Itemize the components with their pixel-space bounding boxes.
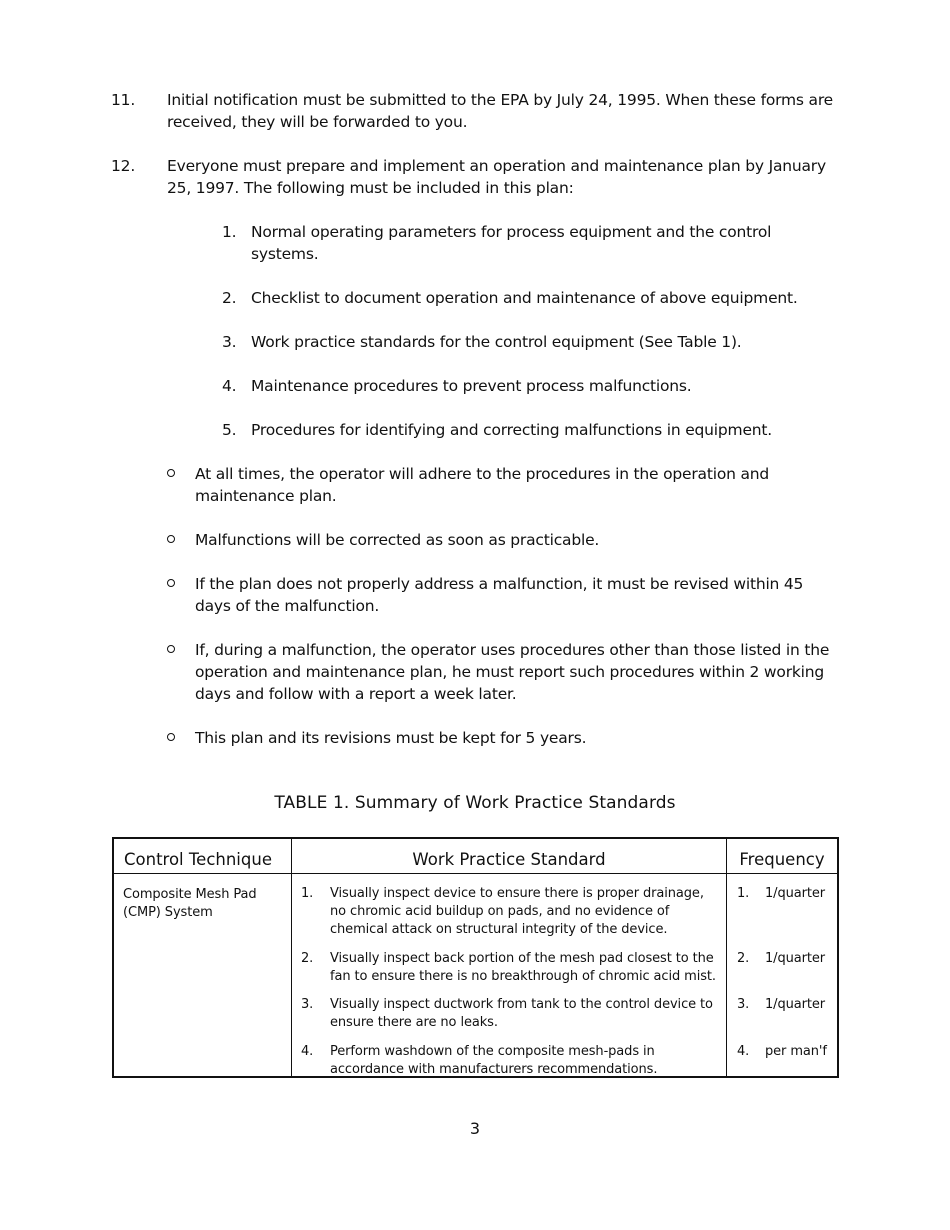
frequency-number: 3. [737, 997, 750, 1012]
column-divider [726, 839, 727, 1076]
bullet-text: If the plan does not properly address a malfunction, it must be revised within 45 days of the malfunction. [195, 575, 804, 615]
bullet-text: If, during a malfunction, the operator uses procedures other than those listed in the operation and maintenance plan, he must report such procedures within 2 working days and follow with a report a week later. [195, 641, 830, 703]
item-text: Initial notification must be submitted to the EPA by July 24, 1995. When these forms are received, they will be forwarded to you. [167, 91, 833, 131]
circle-bullet-icon [167, 469, 175, 477]
requirement-text: Maintenance procedures to prevent process malfunctions. [251, 377, 692, 395]
requirement-number: 3. [222, 333, 237, 351]
table-title: TABLE 1. Summary of Work Practice Standards [274, 793, 676, 813]
requirement-number: 4. [222, 377, 237, 395]
standard-text: Perform washdown of the composite mesh-pads in accordance with manufacturers recommendations. [330, 1044, 658, 1077]
standard-text: Visually inspect ductwork from tank to the control device to ensure there are no leaks. [330, 997, 713, 1030]
frequency-text: 1/quarter [765, 951, 825, 966]
circle-bullet-icon [167, 645, 175, 653]
frequency-number: 1. [737, 886, 750, 901]
standard-text: Visually inspect device to ensure there is proper drainage, no chromic acid buildup on pads, and no evidence of chemical attack on structural integrity of the device. [330, 886, 704, 937]
bullet-text: This plan and its revisions must be kept for 5 years. [195, 729, 587, 747]
item-number: 11. [111, 91, 136, 109]
frequency-text: per man'f [765, 1044, 827, 1059]
frequency-number: 4. [737, 1044, 750, 1059]
requirement-number: 5. [222, 421, 237, 439]
control-technique-cell: Composite Mesh Pad (CMP) System [123, 887, 257, 920]
work-practice-table [112, 837, 839, 1078]
header-divider [114, 873, 837, 874]
circle-bullet-icon [167, 733, 175, 741]
frequency-number: 2. [737, 951, 750, 966]
requirement-number: 2. [222, 289, 237, 307]
requirement-number: 1. [222, 223, 237, 241]
circle-bullet-icon [167, 579, 175, 587]
header-frequency: Frequency [739, 850, 825, 869]
standard-text: Visually inspect back portion of the mesh pad closest to the fan to ensure there is no breakthrough of chromic acid mist. [330, 951, 716, 984]
frequency-text: 1/quarter [765, 886, 825, 901]
requirement-text: Work practice standards for the control equipment (See Table 1). [251, 333, 742, 351]
header-control-technique: Control Technique [124, 850, 272, 869]
standard-number: 2. [301, 951, 314, 966]
standard-number: 4. [301, 1044, 314, 1059]
header-work-practice-standard: Work Practice Standard [412, 850, 606, 869]
item-number: 12. [111, 157, 136, 175]
bullet-text: Malfunctions will be corrected as soon as practicable. [195, 531, 600, 549]
standard-number: 1. [301, 886, 314, 901]
requirement-text: Normal operating parameters for process equipment and the control systems. [251, 223, 772, 263]
item-text: Everyone must prepare and implement an operation and maintenance plan by January 25, 1997. The following must be included in this plan: [167, 157, 826, 197]
column-divider [291, 839, 292, 1076]
requirement-text: Procedures for identifying and correcting malfunctions in equipment. [251, 421, 773, 439]
standard-number: 3. [301, 997, 314, 1012]
frequency-text: 1/quarter [765, 997, 825, 1012]
requirement-text: Checklist to document operation and maintenance of above equipment. [251, 289, 798, 307]
page-number: 3 [469, 1119, 481, 1138]
bullet-text: At all times, the operator will adhere to the procedures in the operation and maintenance plan. [195, 465, 770, 505]
circle-bullet-icon [167, 535, 175, 543]
